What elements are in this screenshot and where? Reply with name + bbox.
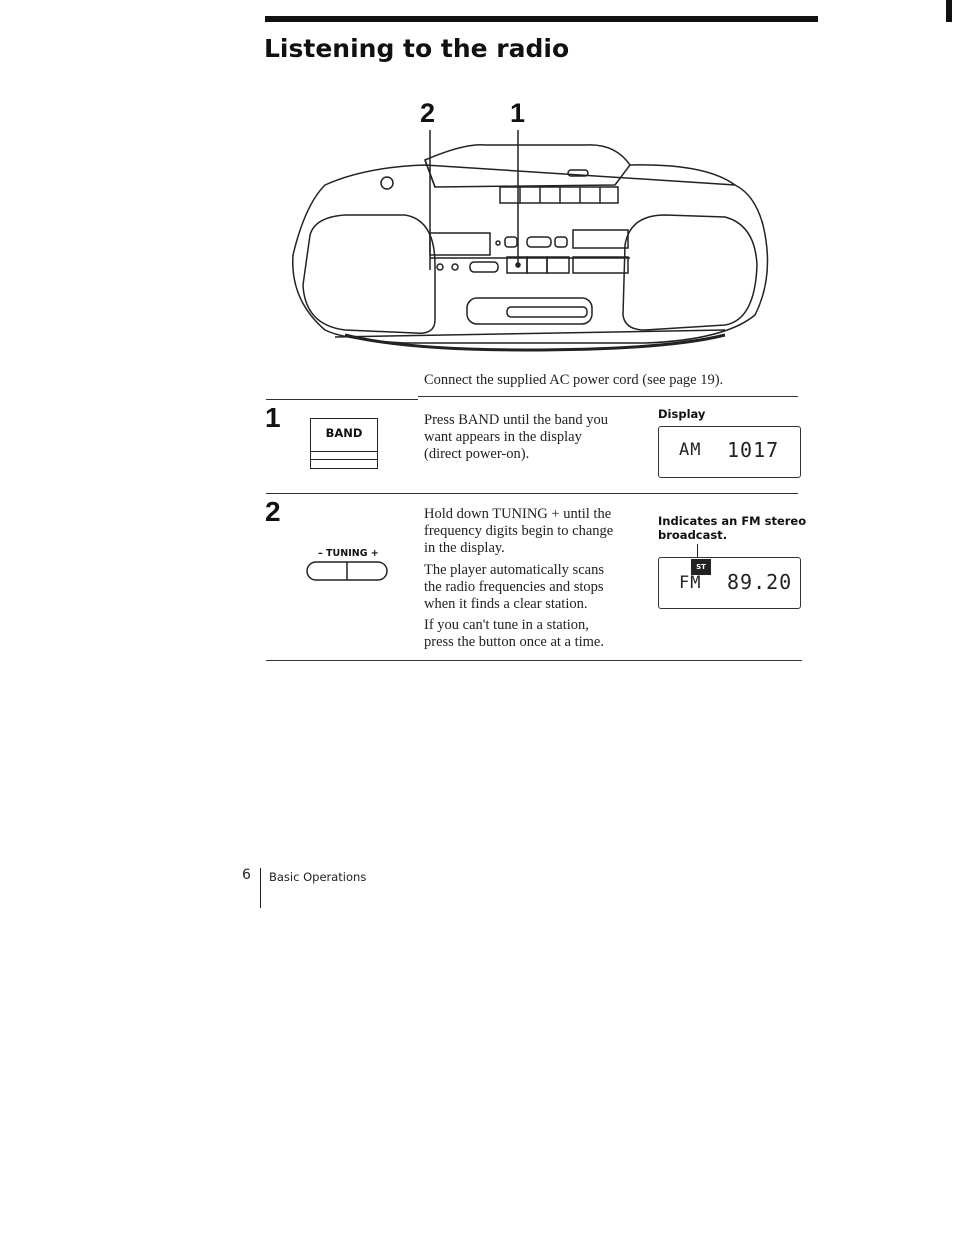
figure-callout-1: 1	[510, 98, 526, 128]
display-frequency: 89.20	[727, 570, 793, 594]
fm-display	[658, 557, 801, 609]
text-line: the radio frequencies and stops	[424, 579, 604, 595]
tuning-button[interactable]	[306, 561, 388, 581]
text-line: want appears in the display	[424, 429, 582, 445]
footer-divider	[260, 868, 261, 908]
display-label: Display	[658, 407, 706, 421]
page-title: Listening to the radio	[264, 34, 570, 63]
step-2-instructions	[424, 506, 613, 557]
band-button-label: BAND	[325, 426, 363, 440]
bottom-rule	[266, 660, 802, 661]
caption-rule	[418, 396, 798, 397]
step-2-number: 2	[265, 496, 281, 527]
header-rule	[265, 16, 818, 22]
stereo-indicator: ST	[691, 559, 711, 575]
band-button-line	[311, 459, 377, 460]
text-line: The player automatically scans	[424, 562, 604, 578]
text-line: broadcast.	[658, 528, 728, 542]
text-line: Press BAND until the band you	[424, 412, 609, 428]
text-line: Hold down TUNING + until the	[424, 506, 612, 522]
display-band: AM	[679, 440, 702, 460]
step-1-number: 1	[265, 402, 281, 433]
display-band: FM	[679, 573, 702, 593]
figure-callout-2: 2	[420, 98, 436, 128]
band-button[interactable]	[310, 418, 378, 469]
step-1-rule	[266, 399, 418, 400]
text-line: press the button once at a time.	[424, 634, 604, 650]
boombox-illustration	[285, 125, 775, 355]
step-2-tip	[424, 617, 604, 651]
display-frequency: 1017	[727, 438, 780, 462]
text-line: in the display.	[424, 540, 505, 556]
band-button-line	[311, 451, 377, 452]
tuning-button-label: – TUNING +	[318, 548, 379, 559]
text-line: If you can't tune in a station,	[424, 617, 589, 633]
page-edge-mark	[946, 0, 952, 22]
text-line: (direct power-on).	[424, 446, 530, 462]
text-line: Indicates an FM stereo	[658, 514, 807, 528]
step-2-rule	[266, 493, 798, 494]
fm-stereo-label	[658, 514, 806, 542]
step-2-scan-note	[424, 562, 604, 613]
step-1-instructions	[424, 412, 608, 463]
text-line: when it finds a clear station.	[424, 596, 588, 612]
section-name: Basic Operations	[269, 870, 367, 884]
figure-caption: Connect the supplied AC power cord (see page 19).	[424, 372, 724, 388]
text-line: frequency digits begin to change	[424, 523, 614, 539]
am-display	[658, 426, 801, 478]
page-number: 6	[242, 867, 251, 883]
